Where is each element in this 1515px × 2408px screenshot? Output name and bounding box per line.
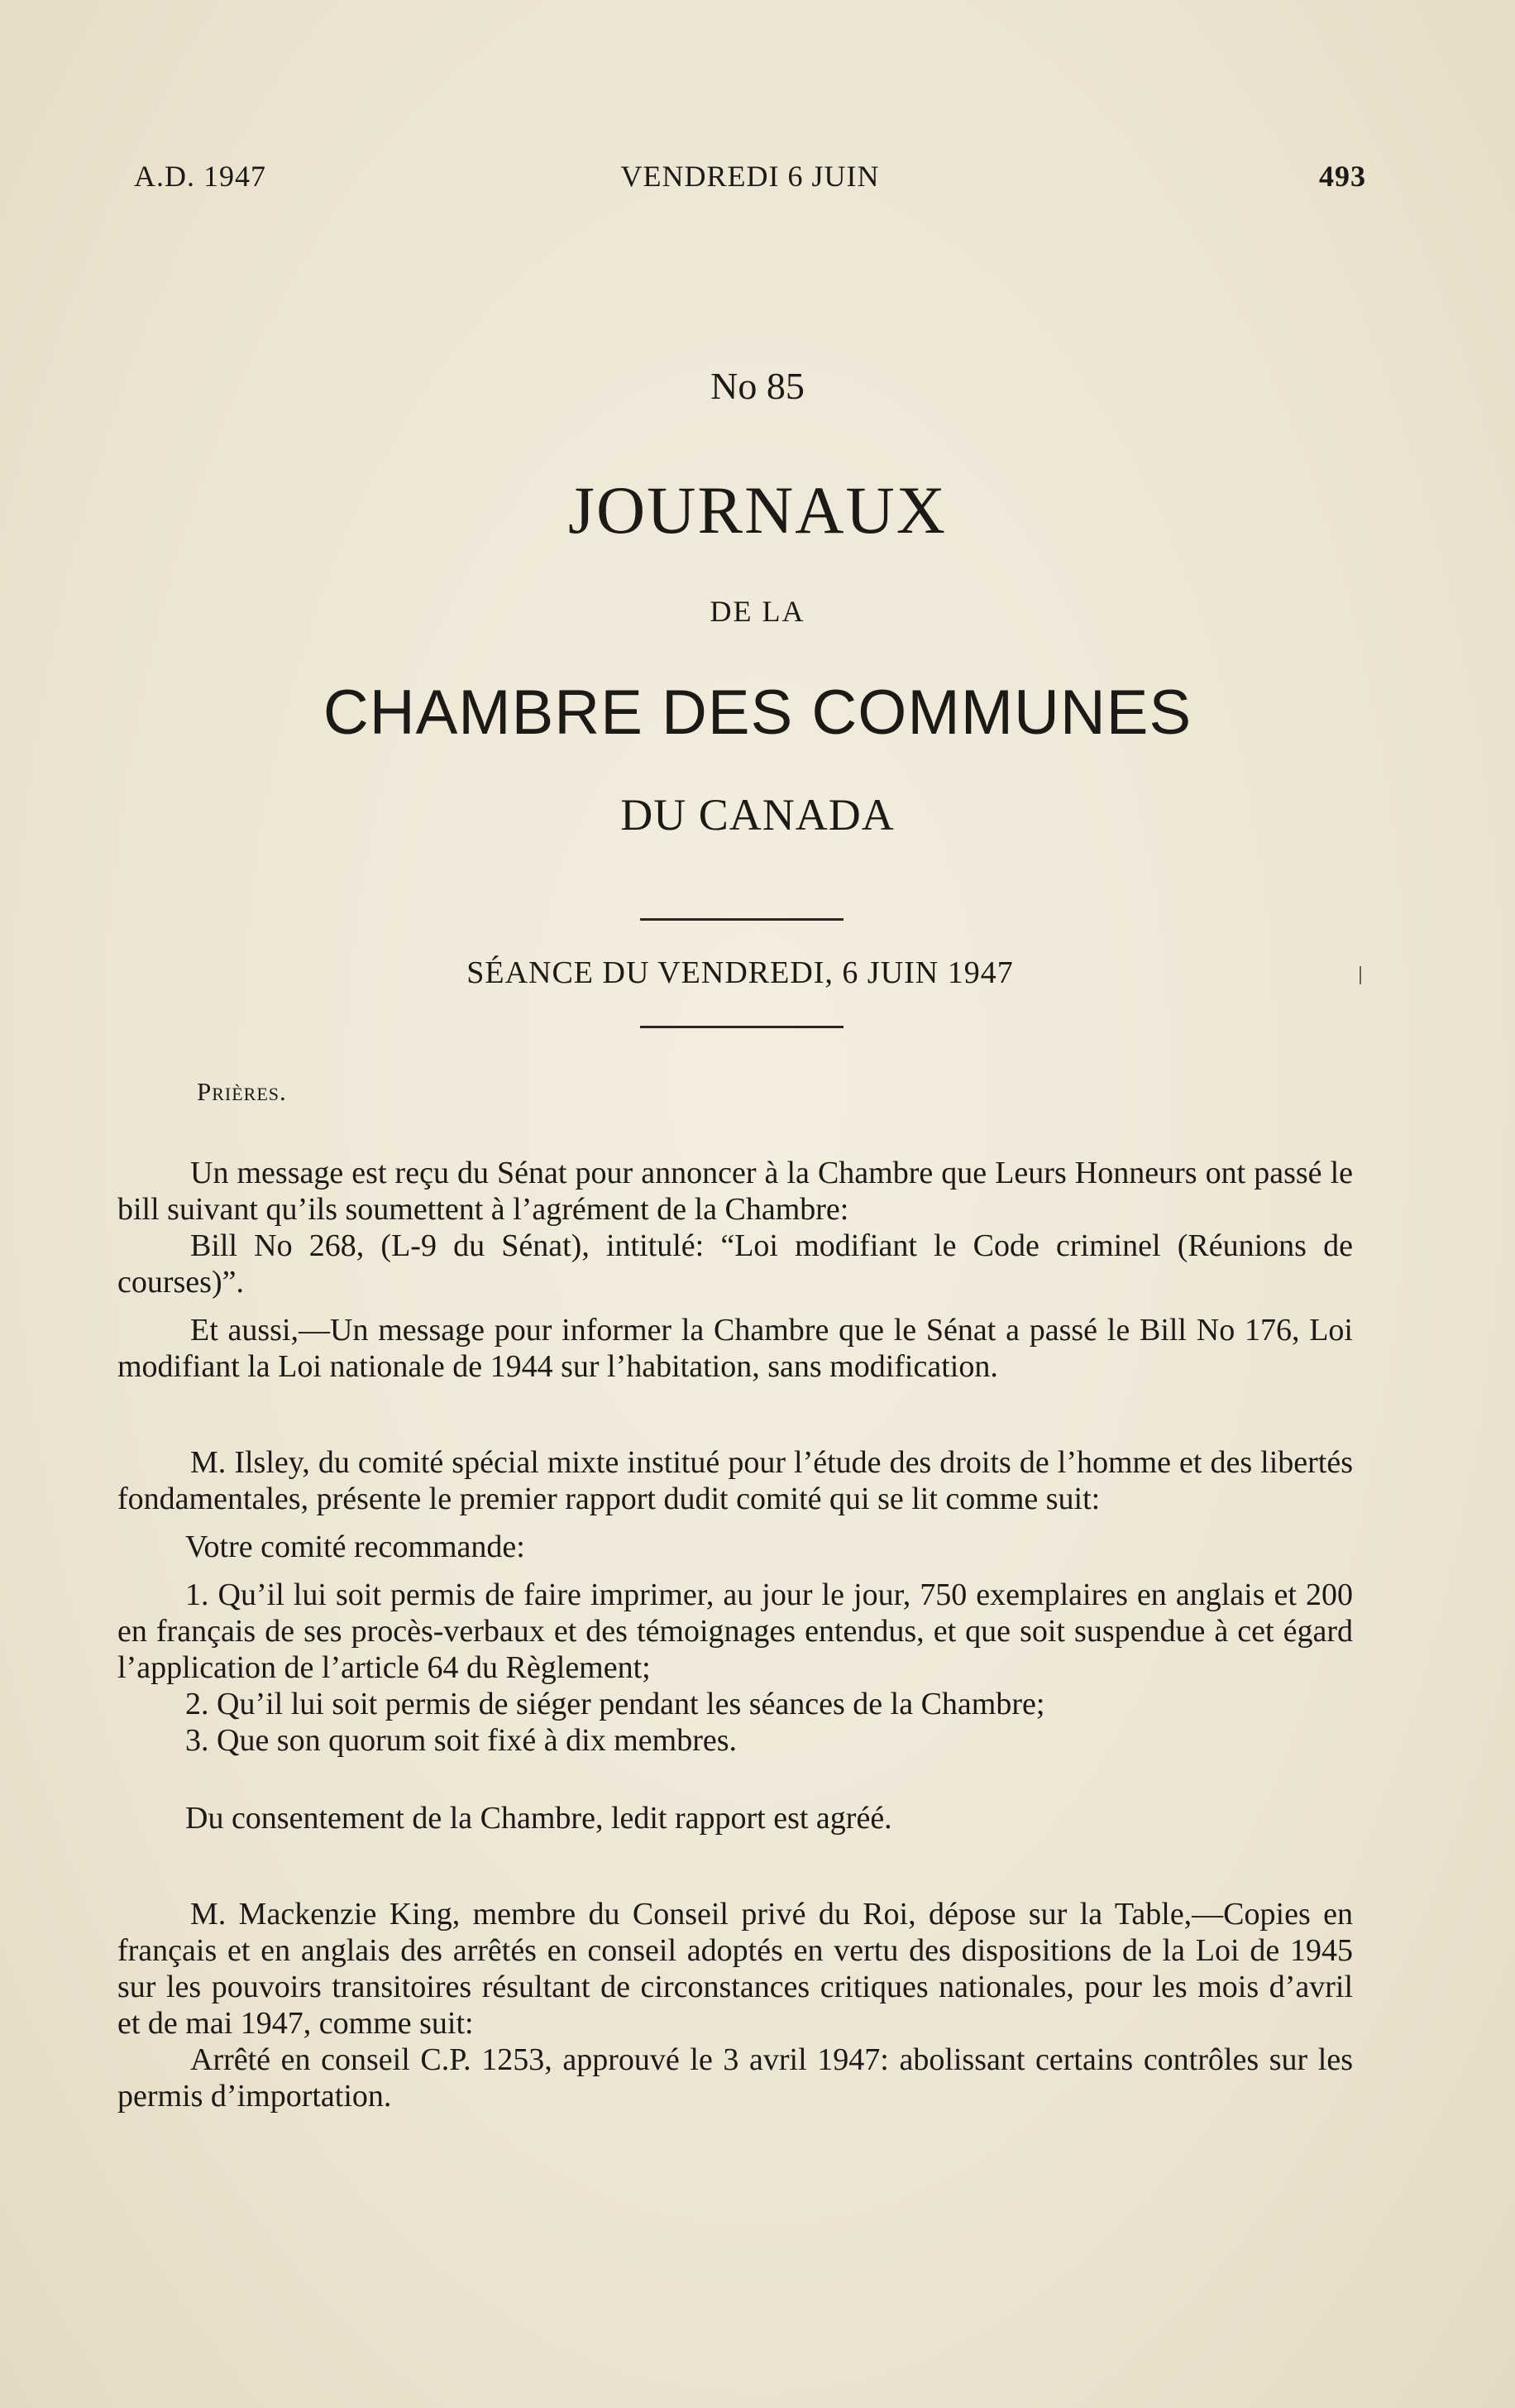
recommendation-1: 1. Qu’il lui soit permis de faire imprimer, au jour le jour, 750 exemplaires en anglais et 200 en français de ses procès-verbaux et des témoignages entendus, et que soit suspendue à cet égard l’application de l’article 64 du Règlement; — [117, 1577, 1353, 1685]
journal-title: JOURNAUX — [568, 472, 947, 548]
king-tabling-paragraph: M. Mackenzie King, membre du Conseil privé du Roi, dépose sur la Table,—Copies en français et en anglais des arrêtés en conseil adoptés en vertu des dispositions de la Loi de 1945 sur les pouvoirs transitoires résultant de circonstances critiques nationales, pour les mois d’avril et de mai 1947, comme suit: — [117, 1897, 1353, 2041]
margin-mark — [1360, 966, 1361, 984]
running-head — [134, 159, 1366, 200]
spacer — [117, 1759, 1353, 1800]
order-1253-paragraph: Arrêté en conseil C.P. 1253, approuvé le 3 avril 1947: abolissant certains contrôles sur les permis d’importation. — [117, 2042, 1353, 2114]
spacer — [117, 1836, 1353, 1896]
prayers-label: Prières. — [197, 1077, 287, 1106]
running-head-year: A.D. 1947 — [134, 160, 266, 193]
proceedings-body — [117, 1155, 1353, 2114]
consent-paragraph: Du consentement de la Chambre, ledit rapport est agréé. — [185, 1801, 892, 1836]
senate-message-paragraph: Un message est reçu du Sénat pour annoncer à la Chambre que Leurs Honneurs ont passé le bill suivant qu’ils soumettent à l’agrément de la Chambre: — [117, 1156, 1353, 1227]
divider-rule-bottom — [640, 1026, 844, 1028]
bill-176-paragraph: Et aussi,—Un message pour informer la Chambre que le Sénat a passé le Bill No 176, Loi modifiant la Loi nationale de 1944 sur l’habitation, sans modification. — [117, 1313, 1353, 1384]
running-head-date: VENDREDI 6 JUIN — [620, 160, 880, 193]
recommendation-3: 3. Que son quorum soit fixé à dix membres. — [185, 1723, 738, 1758]
issue-number: No 85 — [710, 365, 805, 407]
spacer — [117, 1385, 1353, 1444]
sitting-heading: SÉANCE DU VENDREDI, 6 JUIN 1947 — [466, 955, 1014, 990]
spacer — [117, 1565, 1353, 1577]
committee-intro: Votre comité recommande: — [185, 1530, 525, 1564]
spacer — [117, 1300, 1353, 1312]
bill-268-paragraph: Bill No 268, (L-9 du Sénat), intitulé: “Loi modifiant le Code criminel (Réunions de courses)”. — [117, 1228, 1353, 1300]
page-number: 493 — [1319, 160, 1366, 193]
institution-title: CHAMBRE DES COMMUNES — [323, 677, 1192, 748]
recommendation-2: 2. Qu’il lui soit permis de siéger pendant les séances de la Chambre; — [185, 1687, 1045, 1721]
divider-rule-top — [640, 918, 844, 921]
ilsley-report-paragraph: M. Ilsley, du comité spécial mixte institué pour l’étude des droits de l’homme et des libertés fondamentales, présente le premier rapport dudit comité qui se lit comme suit: — [117, 1445, 1353, 1516]
title-connector: DE LA — [710, 595, 805, 628]
country-title: DU CANADA — [620, 790, 895, 840]
spacer — [117, 1517, 1353, 1529]
